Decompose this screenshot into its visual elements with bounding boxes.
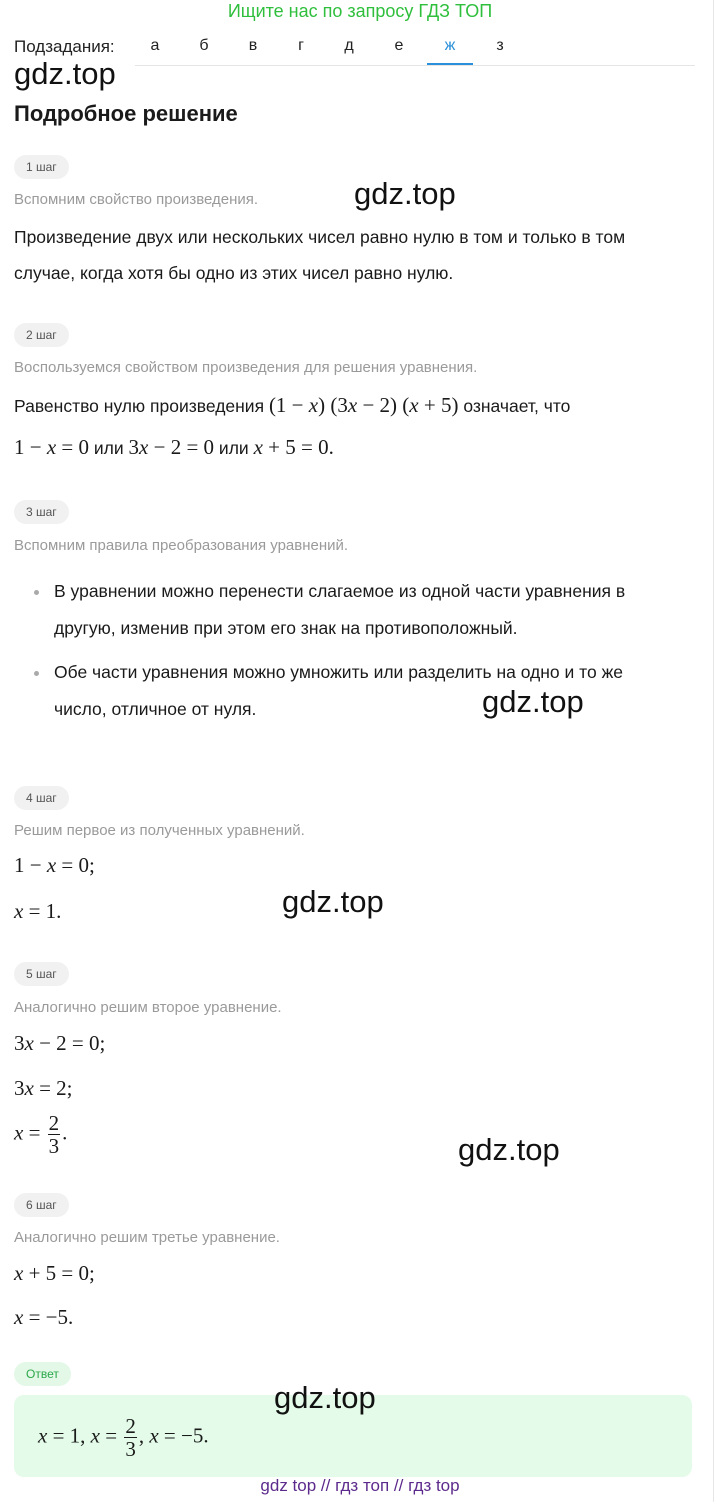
- tab-zh[interactable]: ж: [444, 37, 456, 54]
- list-item: число, отличное от нуля.: [54, 699, 257, 719]
- bullet-icon: [34, 671, 39, 676]
- watermark: gdz.top: [274, 1380, 376, 1415]
- list-item: В уравнении можно перенести слагаемое из одной части уравнения в: [54, 581, 626, 601]
- site-logo: gdz.top: [14, 56, 116, 91]
- tab-z[interactable]: з: [496, 37, 504, 54]
- list-item: Обе части уравнения можно умножить или разделить на одно и то же: [54, 662, 624, 682]
- promo-banner: Ищите нас по запросу ГДЗ ТОП: [227, 1, 493, 21]
- active-tab-indicator: [427, 63, 473, 65]
- tab-e[interactable]: е: [394, 37, 404, 54]
- bullet-icon: [34, 590, 39, 595]
- equation: (1 − x) (3x − 2) (x + 5): [268, 393, 459, 417]
- equation: x = 1.: [14, 899, 62, 923]
- step-hint: Вспомним свойство произведения.: [14, 191, 259, 208]
- tabs-divider: [135, 65, 695, 66]
- answer-badge: Ответ: [14, 1362, 71, 1386]
- footer-links[interactable]: gdz top // гдз топ // гдз top: [260, 1476, 460, 1495]
- page-title: Подробное решение: [14, 101, 238, 126]
- tab-b[interactable]: б: [199, 37, 209, 54]
- step-badge: 1 шаг: [14, 155, 69, 179]
- answer-equation: x = 1, x = $\frac{2}{3}$ , x = −5.: [38, 1414, 209, 1461]
- step-badge: 3 шаг: [14, 500, 69, 524]
- step-text: Равенство нулю произведения (1 − x) (3x − 2) (x + 5) означает, что: [14, 393, 571, 417]
- watermark: gdz.top: [282, 884, 384, 919]
- list-item: другую, изменив при этом его знак на противоположный.: [54, 618, 518, 638]
- step-hint: Решим первое из полученных уравнений.: [14, 822, 305, 839]
- equation: x = −5.: [14, 1305, 74, 1329]
- equation: 1 − x = 0;: [14, 853, 95, 877]
- watermark: gdz.top: [458, 1132, 560, 1167]
- step-text: Произведение двух или нескольких чисел равно нулю в том и только в том: [14, 227, 626, 247]
- step-hint: Аналогично решим третье уравнение.: [14, 1229, 280, 1246]
- subtasks-label: Подзадания:: [14, 37, 115, 56]
- equation-line: 1 − x = 0 или 3x − 2 = 0 или x + 5 = 0.: [14, 435, 334, 459]
- step-badge: 4 шаг: [14, 786, 69, 810]
- step-hint: Вспомним правила преобразования уравнений.: [14, 537, 349, 554]
- equation: x + 5 = 0;: [14, 1261, 95, 1285]
- equation: 3x = 2;: [14, 1076, 73, 1100]
- equation: x = $\frac{2}{3}$ .: [14, 1111, 68, 1158]
- step-badge: 5 шаг: [14, 962, 69, 986]
- scrollbar[interactable]: [713, 0, 720, 1502]
- watermark: gdz.top: [482, 684, 584, 719]
- step-hint: Аналогично решим второе уравнение.: [14, 999, 282, 1016]
- equation: 3x − 2 = 0;: [14, 1031, 106, 1055]
- tab-a[interactable]: а: [150, 37, 160, 54]
- tab-d[interactable]: д: [344, 37, 354, 54]
- step-badge: 6 шаг: [14, 1193, 69, 1217]
- tab-g[interactable]: г: [298, 37, 304, 54]
- tab-v[interactable]: в: [248, 37, 258, 54]
- step-badge: 2 шаг: [14, 323, 69, 347]
- step-text: случае, когда хотя бы одно из этих чисел равно нулю.: [14, 263, 454, 283]
- watermark: gdz.top: [354, 176, 456, 211]
- step-hint: Воспользуемся свойством произведения для решения уравнения.: [14, 359, 478, 376]
